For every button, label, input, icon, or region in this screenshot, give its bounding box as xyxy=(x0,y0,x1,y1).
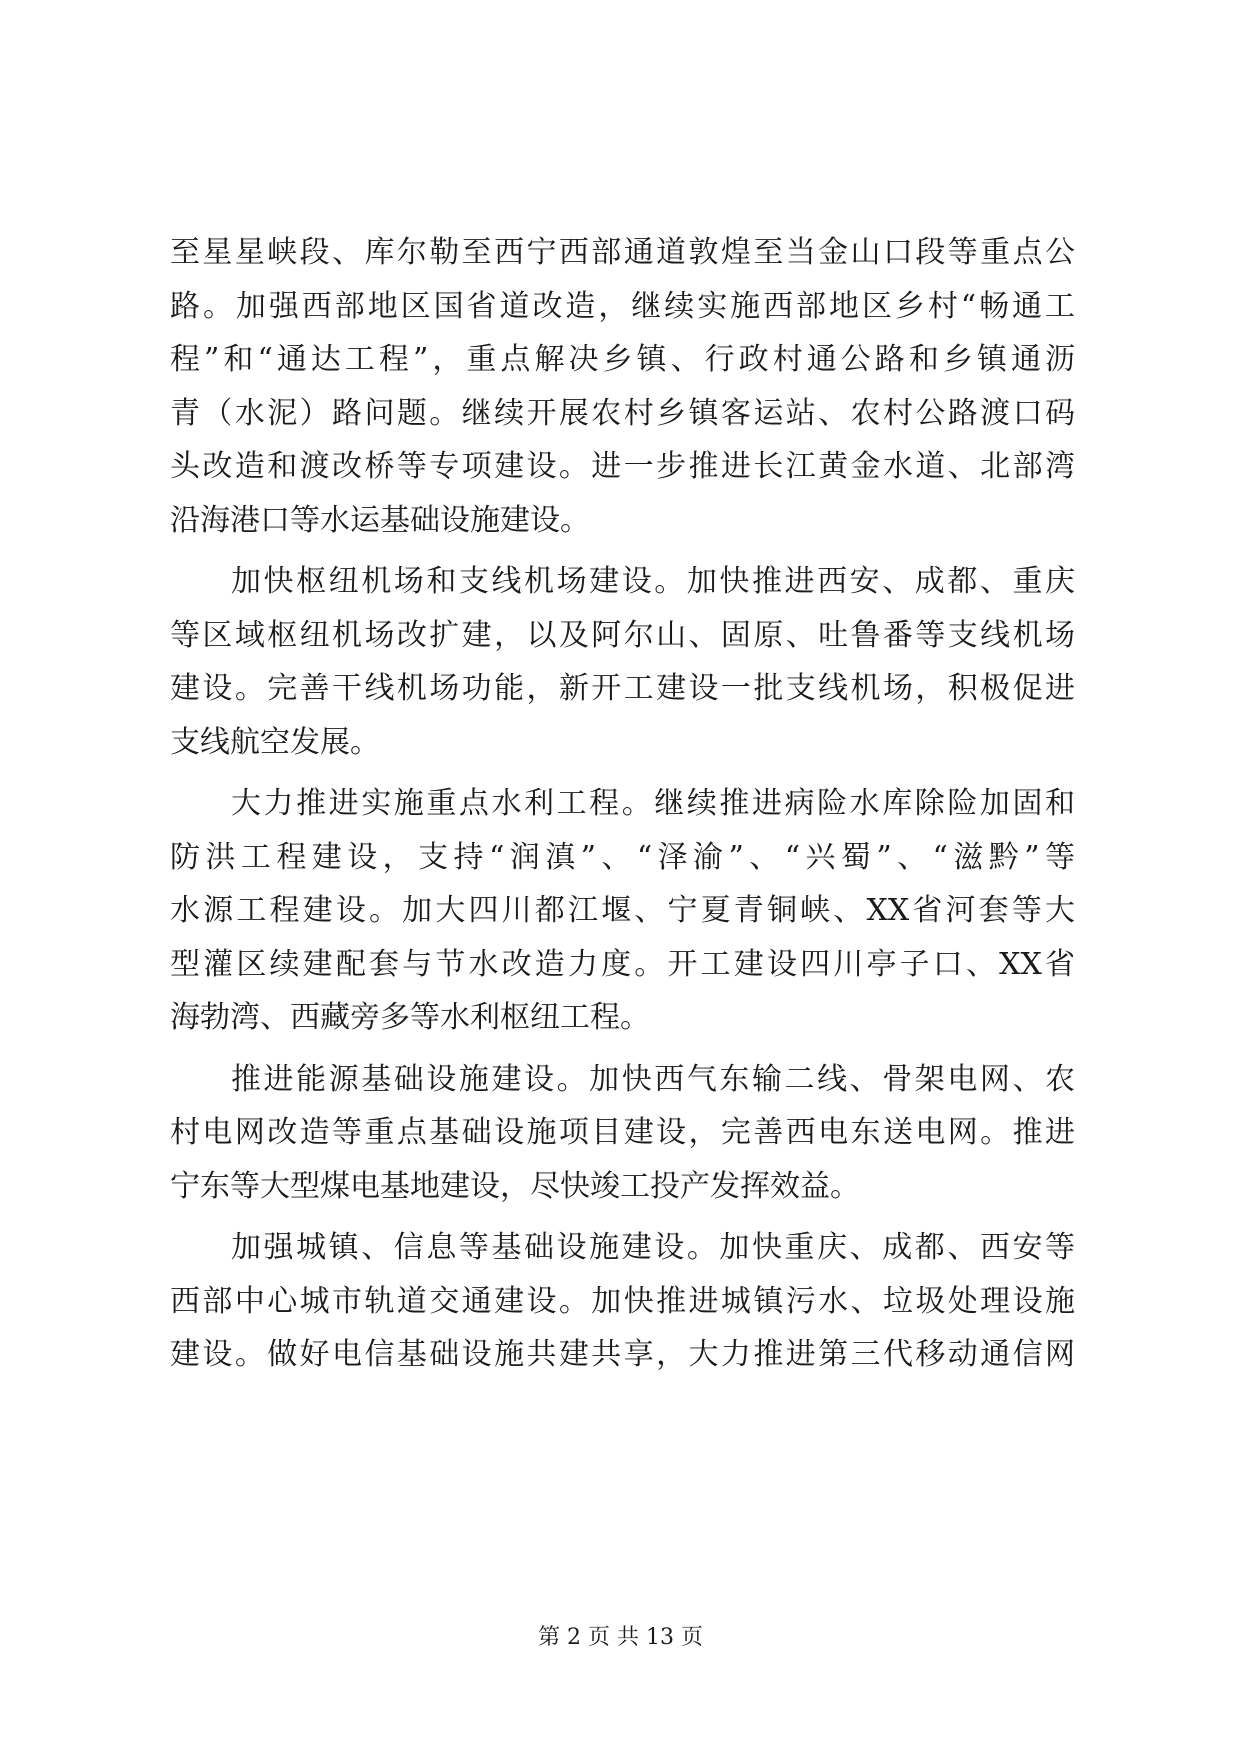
page-number-footer: 第 2 页 共 13 页 xyxy=(538,1625,703,1650)
text-line: 水源工程建设。加大四川都江堰、宁夏青铜峡、XX省河套等大 xyxy=(170,893,1075,928)
text-line: 加快枢纽机场和支线机场建设。加快推进西安、成都、重庆 xyxy=(231,564,1075,599)
text-line: 青（水泥）路问题。继续开展农村乡镇客运站、农村公路渡口码 xyxy=(170,395,1075,431)
paragraph-4 xyxy=(170,1053,1075,1214)
text-line: 建设。完善干线机场功能，新开工建设一批支线机场，积极促进 xyxy=(170,671,1075,706)
text-line: 至星星峡段、库尔勒至西宁西部通道敦煌至当金山口段等重点公 xyxy=(170,235,1075,270)
text-line: 推进能源基础设施建设。加快西气东输二线、骨架电网、农 xyxy=(231,1061,1075,1097)
paragraph-5 xyxy=(170,1221,1075,1382)
document-body xyxy=(170,226,1075,1382)
text-line: 建设。做好电信基础设施共建共享，大力推进第三代移动通信网 xyxy=(170,1337,1075,1372)
text-line: 程”和“通达工程”，重点解决乡镇、行政村通公路和乡镇通沥 xyxy=(170,342,1075,377)
text-line: 西部中心城市轨道交通建设。加快推进城镇污水、垃圾处理设施 xyxy=(170,1283,1075,1319)
text-line: 型灌区续建配套与节水改造力度。开工建设四川亭子口、XX省 xyxy=(170,946,1075,982)
text-line: 加强城镇、信息等基础设施建设。加快重庆、成都、西安等 xyxy=(231,1230,1075,1265)
text-line: 大力推进实施重点水利工程。继续推进病险水库除险加固和 xyxy=(231,786,1075,821)
text-line: 路。加强西部地区国省道改造，继续实施西部地区乡村“畅通工 xyxy=(170,288,1075,324)
paragraph-3 xyxy=(170,777,1075,1045)
paragraph-1 xyxy=(170,226,1075,547)
text-line: 沿海港口等水运基础设施建设。 xyxy=(170,502,590,538)
text-line: 村电网改造等重点基础设施项目建设，完善西电东送电网。推进 xyxy=(170,1115,1075,1150)
text-line: 等区域枢纽机场改扩建，以及阿尔山、固原、吐鲁番等支线机场 xyxy=(170,617,1075,653)
text-line: 海勃湾、西藏旁多等水利枢纽工程。 xyxy=(170,1000,650,1035)
paragraph-2 xyxy=(170,555,1075,769)
text-line: 支线航空发展。 xyxy=(170,724,380,760)
text-line: 头改造和渡改桥等专项建设。进一步推进长江黄金水道、北部湾 xyxy=(170,449,1075,484)
text-line: 宁东等大型煤电基地建设，尽快竣工投产发挥效益。 xyxy=(170,1168,860,1204)
text-line: 防洪工程建设，支持“润滇”、“泽渝”、“兴蜀”、“滋黔”等 xyxy=(170,839,1075,875)
